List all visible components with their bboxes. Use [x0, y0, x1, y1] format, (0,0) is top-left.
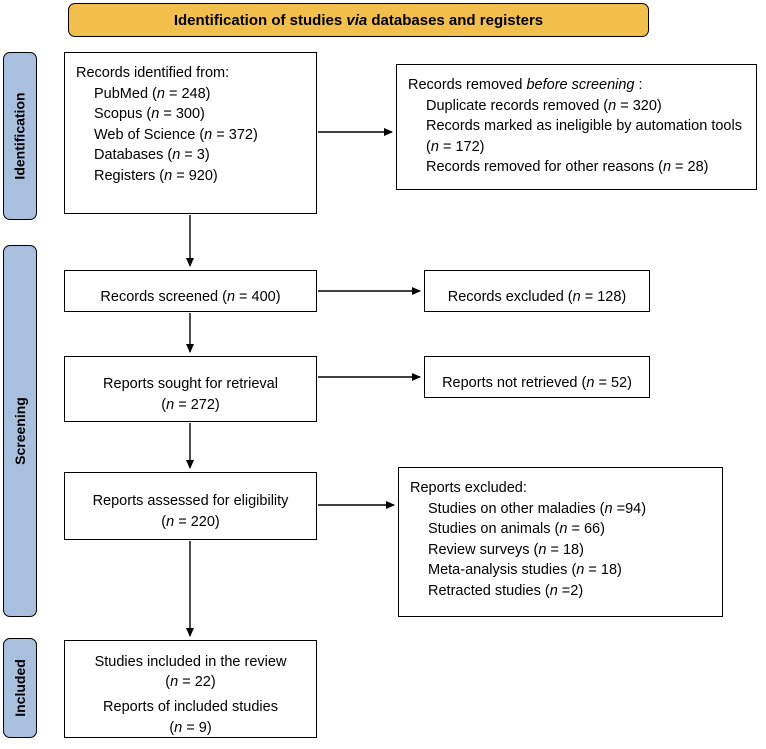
reports-excluded-line: Review surveys (n = 18)	[428, 541, 584, 558]
records-removed-line: Records removed for other reasons (n = 28)	[426, 159, 709, 176]
reports-sought-line1: Reports sought for retrieval	[103, 376, 278, 393]
reports-assessed-line2: (n = 220)	[161, 514, 220, 530]
records-identified-line: Registers (n = 920)	[94, 167, 218, 184]
box-records-screened	[64, 270, 317, 312]
records-identified-line: PubMed (n = 248)	[94, 85, 211, 102]
stage-label-screening-text: Screening	[12, 397, 29, 465]
diagram-title-bar	[68, 3, 649, 37]
records-screened-text: Records screened (n = 400)	[100, 288, 281, 305]
reports-excluded-line: Studies on animals (n = 66)	[428, 521, 605, 538]
reports-sought-line2: (n = 272)	[161, 397, 220, 413]
box-reports-sought	[64, 356, 317, 422]
box-reports-not-retrieved-content	[425, 357, 649, 409]
page-title: Identification of studies via databases and registers	[173, 11, 544, 29]
records-removed-heading: Records removed before screening :	[408, 77, 643, 93]
box-reports-excluded-content	[399, 468, 722, 609]
box-records-identified-content	[65, 53, 316, 194]
box-records-identified	[64, 52, 317, 214]
box-records-screened-content	[65, 271, 316, 323]
reports-excluded-line: Meta-analysis studies (n = 18)	[428, 562, 622, 579]
box-reports-not-retrieved	[424, 356, 650, 398]
records-identified-line: Scopus (n = 300)	[94, 106, 205, 123]
reports-assessed-line1: Reports assessed for eligibility	[92, 493, 289, 510]
stage-label-identification	[3, 52, 37, 220]
studies-included-line2: (n = 22)	[165, 674, 216, 691]
box-reports-excluded	[398, 467, 723, 617]
studies-included-line4: (n = 9)	[169, 719, 212, 736]
box-records-excluded-content	[425, 271, 649, 323]
records-identified-line: Databases (n = 3)	[94, 147, 210, 164]
stage-label-included	[3, 638, 37, 738]
studies-included-line3: Reports of included studies	[103, 699, 278, 715]
box-reports-assessed-content	[65, 473, 316, 551]
stage-label-included-text: Included	[12, 659, 28, 717]
stage-label-identification-text: Identification	[12, 92, 28, 180]
box-reports-assessed	[64, 472, 317, 540]
box-studies-included	[64, 640, 317, 738]
records-removed-line: Duplicate records removed (n = 320)	[426, 97, 662, 114]
reports-excluded-line: Retracted studies (n =2)	[428, 582, 584, 599]
records-identified-heading: Records identified from:	[76, 65, 230, 81]
box-records-removed	[396, 64, 757, 190]
box-reports-sought-content	[65, 357, 316, 433]
records-excluded-text: Records excluded (n = 128)	[447, 288, 627, 305]
reports-not-retrieved-text: Reports not retrieved (n = 52)	[442, 374, 632, 391]
reports-excluded-heading: Reports excluded:	[410, 480, 527, 496]
stage-label-screening	[3, 245, 37, 617]
box-records-removed-content	[397, 65, 756, 186]
box-studies-included-content	[65, 641, 316, 749]
records-removed-line: Records marked as ineligible by automation tools (n = 172)	[426, 118, 742, 155]
studies-included-line1: Studies included in the review	[94, 653, 287, 670]
records-identified-line: Web of Science (n = 372)	[94, 126, 258, 143]
reports-excluded-line: Studies on other maladies (n =94)	[428, 500, 647, 517]
box-records-excluded	[424, 270, 650, 312]
